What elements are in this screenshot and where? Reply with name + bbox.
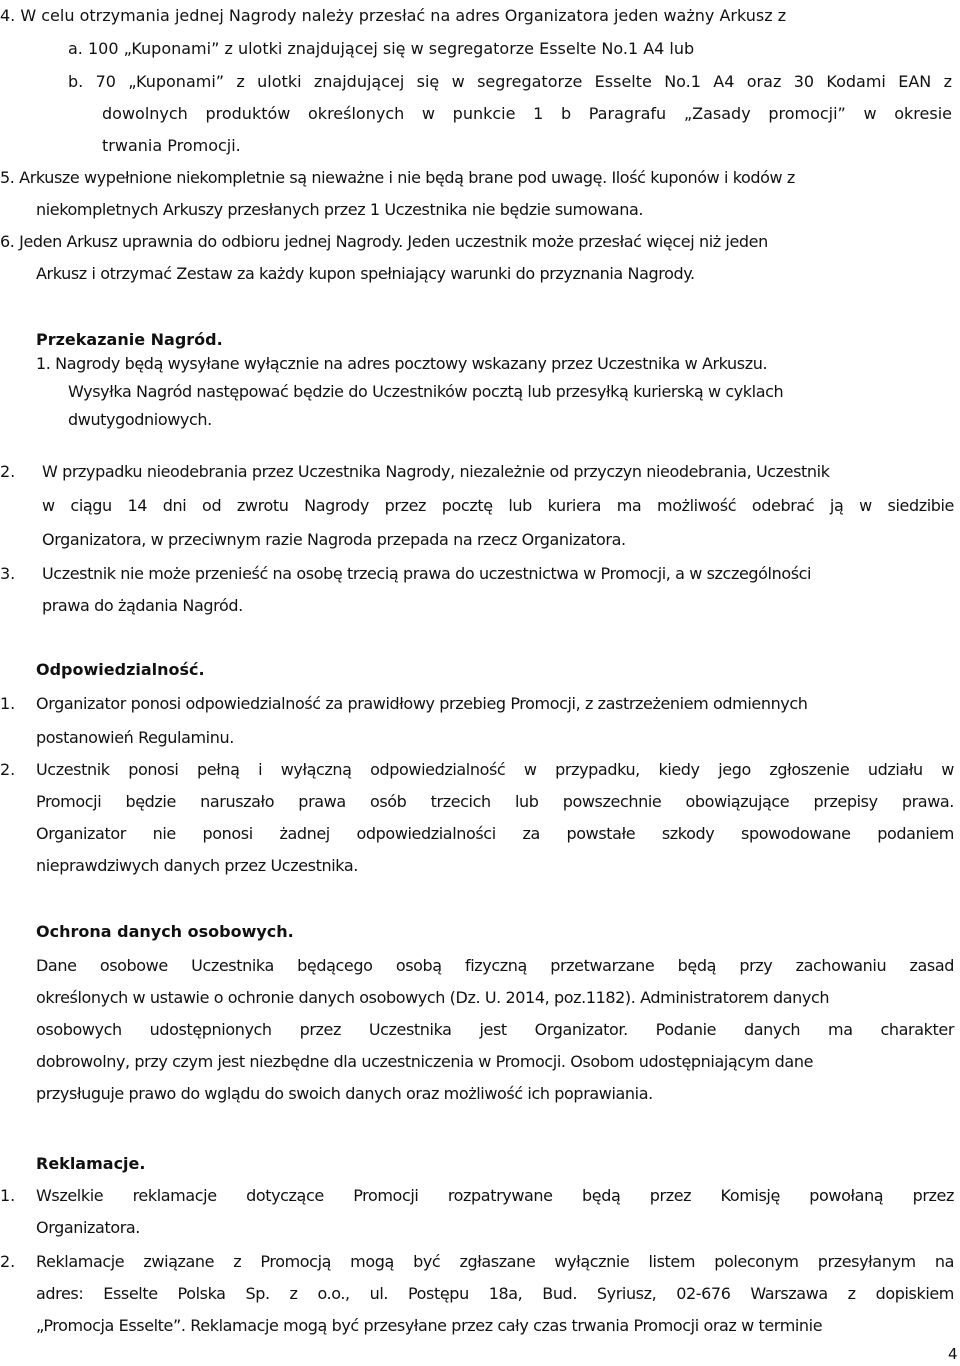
paragraph-line: adres: Esselte Polska Sp. z o.o., ul. Postępu 18a, Bud. Syriusz, 02-676 Warszawa z dopiskiem	[36, 1284, 954, 1303]
paragraph-line: dobrowolny, przy czym jest niezbędne dla uczestniczenia w Promocji. Osobom udostępniającym dane	[36, 1052, 814, 1071]
paragraph-line: 6. Jeden Arkusz uprawnia do odbioru jednej Nagrody. Jeden uczestnik może przesłać więcej niż jeden	[0, 232, 768, 251]
paragraph-line: określonych w ustawie o ochronie danych osobowych (Dz. U. 2014, poz.1182). Administratorem danych	[36, 988, 830, 1007]
paragraph-line: Dane osobowe Uczestnika będącego osobą fizyczną przetwarzane będą przy zachowaniu zasad	[36, 956, 954, 975]
paragraph-line: przysługuje prawo do wglądu do swoich danych oraz możliwość ich poprawiania.	[36, 1084, 653, 1103]
paragraph-line: 1. Nagrody będą wysyłane wyłącznie na adres pocztowy wskazany przez Uczestnika w Arkuszu.	[36, 354, 768, 373]
paragraph-line: osobowych udostępnionych przez Uczestnika jest Organizator. Podanie danych ma charakter	[36, 1020, 954, 1039]
paragraph-line: Wysyłka Nagród następować będzie do Uczestników pocztą lub przesyłką kurierską w cyklach	[68, 382, 784, 401]
paragraph-line: b. 70 „Kuponami” z ulotki znajdującej się w segregatorze Esselte No.1 A4 oraz 30 Kodami EAN z	[68, 72, 952, 91]
paragraph-line: Reklamacje związane z Promocją mogą być zgłaszane wyłącznie listem poleconym przesyłanym na	[36, 1252, 954, 1271]
list-number: 2.	[0, 760, 16, 779]
list-number: 2.	[0, 462, 16, 481]
page-number: 4	[948, 1345, 958, 1363]
paragraph-line: dwutygodniowych.	[68, 410, 212, 429]
paragraph-line: Organizatora.	[36, 1218, 140, 1237]
paragraph-line: trwania Promocji.	[102, 136, 241, 155]
paragraph-line: Uczestnik ponosi pełną i wyłączną odpowiedzialność w przypadku, kiedy jego zgłoszenie udziału w	[36, 760, 954, 779]
list-number: 1.	[0, 694, 16, 713]
list-number: 3.	[0, 564, 16, 583]
paragraph-line: Wszelkie reklamacje dotyczące Promocji rozpatrywane będą przez Komisję powołaną przez	[36, 1186, 954, 1205]
paragraph-line: W przypadku nieodebrania przez Uczestnika Nagrody, niezależnie od przyczyn nieodebrania, Uczestnik	[42, 462, 830, 481]
paragraph-line: a. 100 „Kuponami” z ulotki znajdującej się w segregatorze Esselte No.1 A4 lub	[68, 39, 695, 58]
paragraph-line: 5. Arkusze wypełnione niekompletnie są nieważne i nie będą brane pod uwagę. Ilość kuponów i kodów z	[0, 168, 795, 187]
section-heading: Przekazanie Nagród.	[36, 330, 223, 349]
paragraph-line: postanowień Regulaminu.	[36, 728, 234, 747]
paragraph-line: w ciągu 14 dni od zwrotu Nagrody przez pocztę lub kuriera ma możliwość odebrać ją w siedzibie	[42, 496, 954, 515]
paragraph-line: Arkusz i otrzymać Zestaw za każdy kupon spełniający warunki do przyznania Nagrody.	[36, 264, 695, 283]
section-heading: Reklamacje.	[36, 1154, 146, 1173]
list-number: 2.	[0, 1252, 16, 1271]
paragraph-line: Promocji będzie naruszało prawa osób trzecich lub powszechnie obowiązujące przepisy prawa.	[36, 792, 954, 811]
paragraph-line: nieprawdziwych danych przez Uczestnika.	[36, 856, 358, 875]
paragraph-line: Organizator nie ponosi żadnej odpowiedzialności za powstałe szkody spowodowane podaniem	[36, 824, 954, 843]
section-heading: Ochrona danych osobowych.	[36, 922, 294, 941]
paragraph-line: „Promocja Esselte”. Reklamacje mogą być przesyłane przez cały czas trwania Promocji oraz w terminie	[36, 1316, 823, 1335]
list-number: 1.	[0, 1186, 16, 1205]
paragraph-line: 4. W celu otrzymania jednej Nagrody należy przesłać na adres Organizatora jeden ważny Arkusz z	[0, 6, 787, 25]
paragraph-line: Organizator ponosi odpowiedzialność za prawidłowy przebieg Promocji, z zastrzeżeniem odmiennych	[36, 694, 808, 713]
section-heading: Odpowiedzialność.	[36, 660, 205, 679]
paragraph-line: niekompletnych Arkuszy przesłanych przez 1 Uczestnika nie będzie sumowana.	[36, 200, 644, 219]
paragraph-line: prawa do żądania Nagród.	[42, 596, 243, 615]
paragraph-line: Organizatora, w przeciwnym razie Nagroda przepada na rzecz Organizatora.	[42, 530, 626, 549]
paragraph-line: dowolnych produktów określonych w punkcie 1 b Paragrafu „Zasady promocji” w okresie	[102, 104, 952, 123]
paragraph-line: Uczestnik nie może przenieść na osobę trzecią prawa do uczestnictwa w Promocji, a w szczególności	[42, 564, 812, 583]
